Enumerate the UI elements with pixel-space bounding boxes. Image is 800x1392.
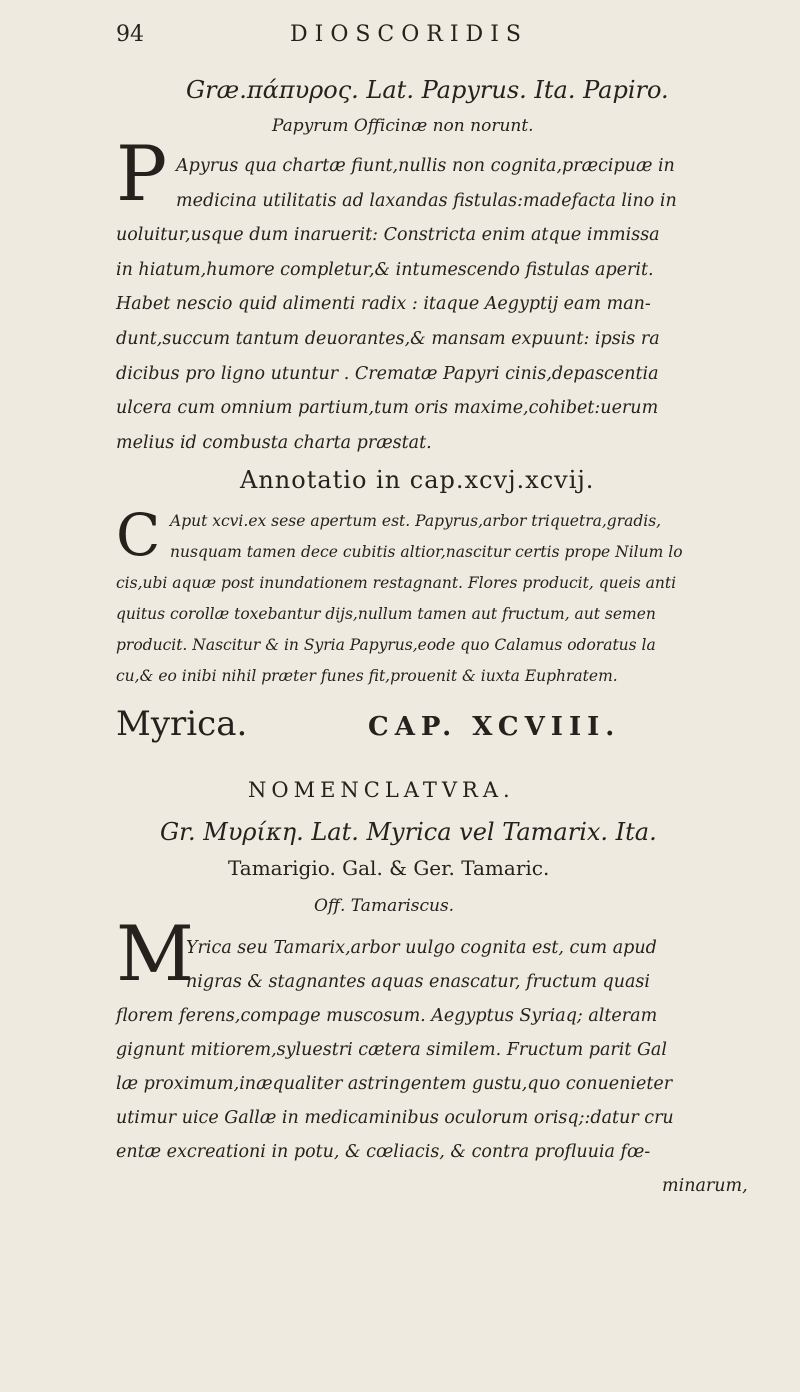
annotation-line: producit. Nascitur & in Syria Papyrus,eode quo Calamus odoratus la: [116, 636, 656, 654]
papyrus-line: Habet nescio quid alimenti radix : itaque Aegyptij eam man-: [116, 294, 651, 314]
page-number: 94: [116, 22, 144, 47]
myrica-line: entæ excreationi in potu, & cœliacis, & contra profluuia fœ-: [116, 1142, 651, 1162]
papyrus-dropcap: P: [116, 129, 168, 218]
myrica-heading: Myrica.: [116, 704, 248, 744]
papyrus-line: Apyrus qua chartæ fiunt,nullis non cognita,præcipuæ in: [176, 156, 675, 176]
myrica-line: minarum,: [662, 1176, 748, 1196]
papyrus-line: in hiatum,humore completur,& intumescendo fistulas aperit.: [116, 260, 654, 280]
annotation-line: cis,ubi aquæ post inundationem restagnant. Flores producit, queis anti: [116, 574, 677, 592]
myrica-line: gignunt mitiorem,syluestri cætera similem. Fructum parit Gal: [116, 1040, 667, 1060]
myrica-names-line: Gr. Μυρίκη. Lat. Myrica vel Tamarix. Ita.: [160, 818, 657, 846]
annotation-heading: Annotatio in cap.xcvj.xcvij.: [240, 466, 595, 494]
running-title: DIOSCORIDIS: [290, 22, 528, 47]
myrica-line: florem ferens,compage muscosum. Aegyptus Syriaq; alteram: [116, 1006, 658, 1026]
nomenclature-heading: NOMENCLATVRA.: [248, 778, 515, 802]
annotation-line: nusquam tamen dece cubitis altior,nascitur certis prope Nilum lo: [170, 543, 683, 561]
papyrus-line: medicina utilitatis ad laxandas fistulas:madefacta lino in: [176, 191, 677, 211]
papyrus-line: melius id combusta charta præstat.: [116, 433, 432, 453]
papyrus-line: dunt,succum tantum deuorantes,& mansam expuunt: ipsis ra: [116, 329, 660, 349]
myrica-line: utimur uice Gallæ in medicaminibus oculorum orisq;:datur cru: [116, 1108, 674, 1128]
myrica-names-line: Tamarigio. Gal. & Ger. Tamaric.: [228, 856, 550, 880]
annotation-dropcap: C: [116, 501, 161, 569]
papyrus-officinal-note: Papyrum Officinæ non norunt.: [272, 116, 534, 136]
papyrus-line: dicibus pro ligno utuntur . Crematæ Papyri cinis,depascentia: [116, 364, 659, 384]
myrica-officinal-name: Off. Tamariscus.: [314, 896, 455, 916]
papyrus-line: uoluitur,usque dum inaruerit: Constricta enim atque immissa: [116, 225, 660, 245]
chapter-number: CAP. XCVIII.: [368, 712, 621, 742]
myrica-dropcap: M: [116, 909, 194, 998]
myrica-line: læ proximum,inæqualiter astringentem gustu,quo conuenieter: [116, 1074, 673, 1094]
annotation-line: cu,& eo inibi nihil præter funes fit,prouenit & iuxta Euphratem.: [116, 667, 618, 685]
myrica-line: Yrica seu Tamarix,arbor uulgo cognita est, cum apud: [186, 938, 657, 958]
annotation-line: quitus corollæ toxebantur dijs,nullum tamen aut fructum, aut semen: [116, 605, 656, 623]
myrica-line: nigras & stagnantes aquas enascatur, fructum quasi: [186, 972, 650, 992]
annotation-line: Aput xcvi.ex sese apertum est. Papyrus,arbor triquetra,gradis,: [170, 512, 662, 530]
papyrus-names-heading: Græ.πάπυρος. Lat. Papyrus. Ita. Papiro.: [186, 76, 669, 104]
papyrus-line: ulcera cum omnium partium,tum oris maxime,cohibet:uerum: [116, 398, 659, 418]
